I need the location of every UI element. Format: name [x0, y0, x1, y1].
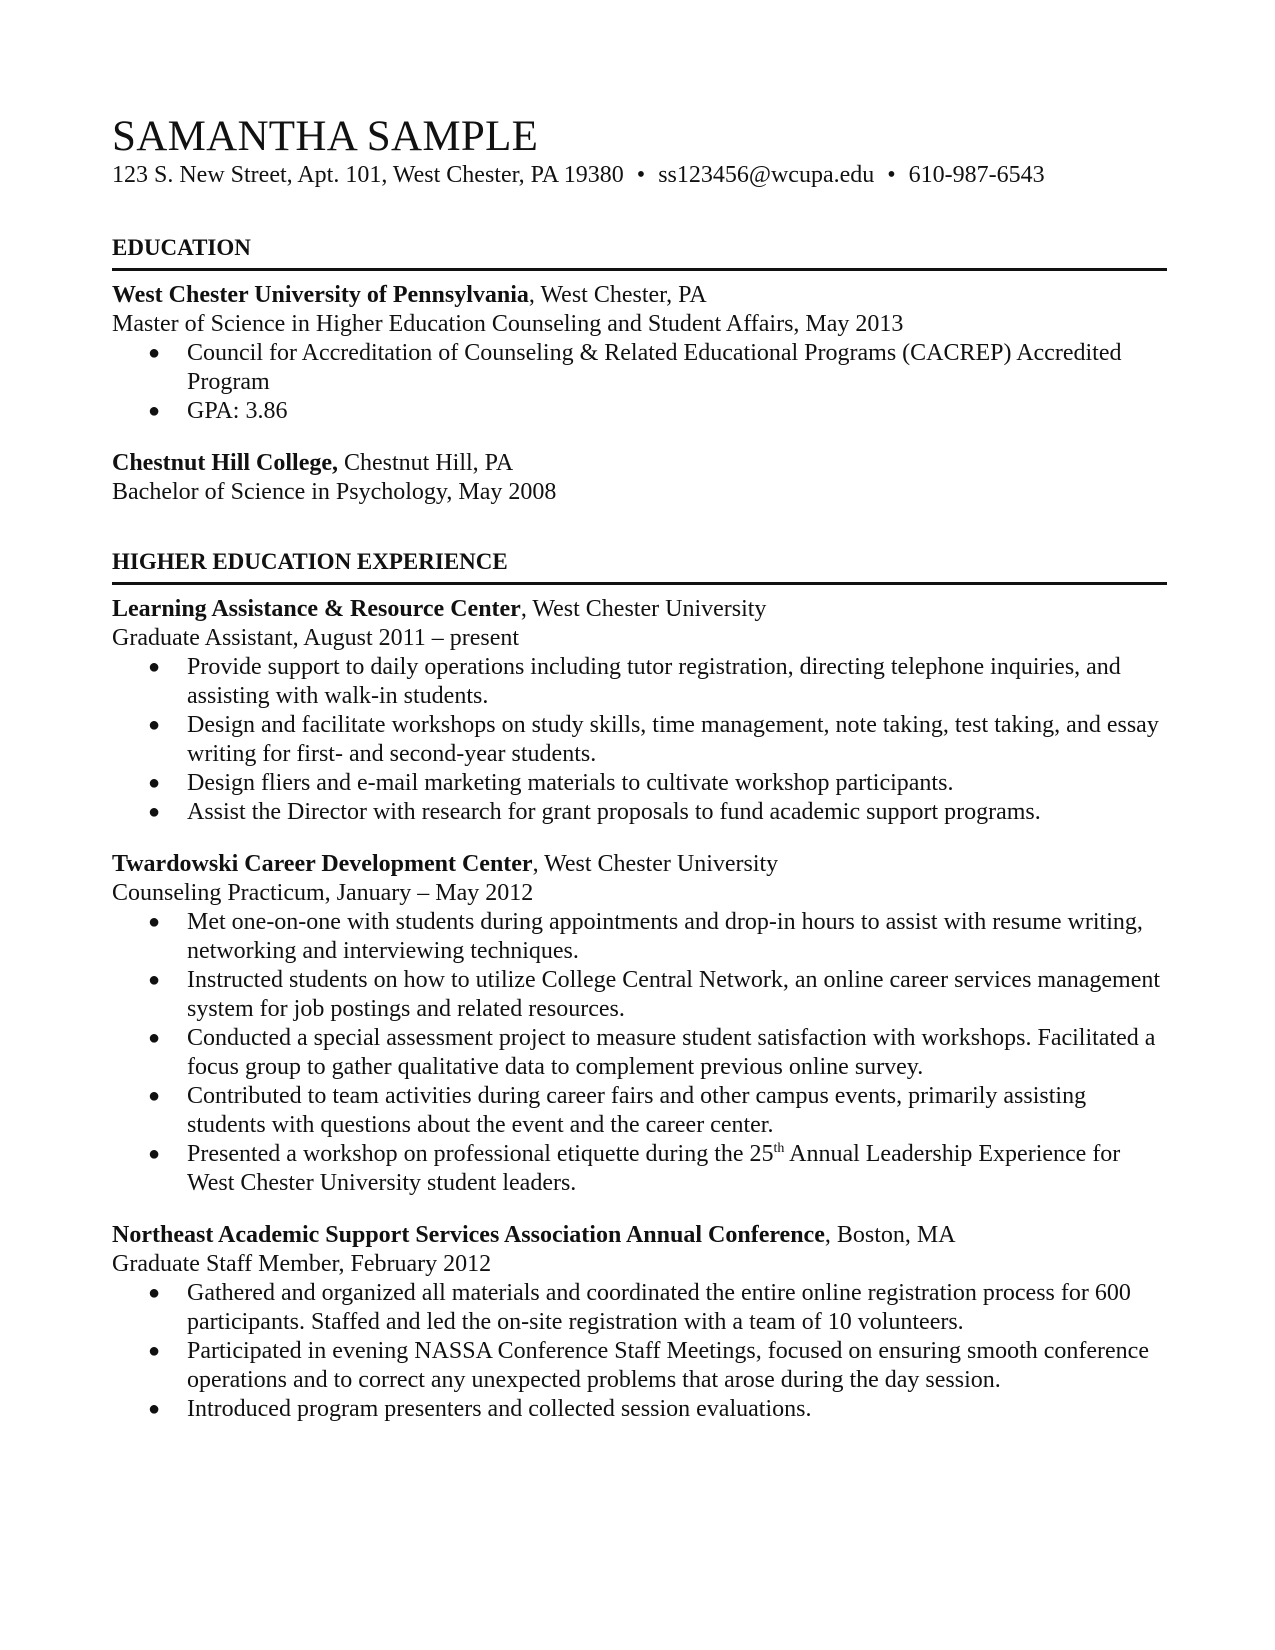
list-item: ● Instructed students on how to utilize College Central Network, an online career services management system for job postings and related resources.: [148, 967, 1161, 1022]
role: Graduate Staff Member, February 2012: [112, 1251, 492, 1277]
list-item: ● Contributed to team activities during career fairs and other campus events, primarily assisting students with questions about the event and the career center.: [148, 1083, 1087, 1138]
bullet-icon: ●: [148, 1398, 161, 1420]
bullet-icon: ●: [148, 714, 161, 736]
list-item: ● Participated in evening NASSA Conference Staff Meetings, focused on ensuring smooth conference operations and to correct any unexpected problems that arose during the day session.: [148, 1338, 1149, 1393]
experience-entry: [112, 595, 1167, 827]
list-item: ● Presented a workshop on professional etiquette during the 25th Annual Leadership Experience for West Chester University student leaders.: [148, 1141, 1121, 1196]
bullet-icon: ●: [148, 1282, 161, 1304]
ordinal-suffix: th: [773, 1141, 785, 1156]
institution-location: Chestnut Hill, PA: [338, 450, 514, 476]
degree: Bachelor of Science in Psychology, May 2008: [112, 479, 557, 505]
list-item: ● Council for Accreditation of Counseling & Related Educational Programs (CACREP) Accredited Program: [148, 340, 1122, 395]
bullet-list: [112, 653, 1167, 827]
education-entry: [112, 281, 1167, 426]
bullet-icon: ●: [148, 772, 161, 794]
experience-section: [112, 548, 1167, 1424]
list-item: ● Introduced program presenters and collected session evaluations.: [148, 1396, 812, 1422]
bullet-icon: ●: [148, 1340, 161, 1362]
list-item: ● Gathered and organized all materials and coordinated the entire online registration process for 600 participants. Staffed and led the on-site registration with a team of 10 volunteers.: [148, 1280, 1131, 1335]
role: Counseling Practicum, January – May 2012: [112, 880, 534, 906]
section-heading: EDUCATION: [112, 234, 1167, 271]
institution-name: West Chester University of Pennsylvania: [112, 282, 529, 308]
phone: 610-987-6543: [908, 162, 1045, 188]
list-item: ● Conducted a special assessment project to measure student satisfaction with workshops. Facilitated a focus group to gather qualitative data to complement previous online survey.: [148, 1025, 1156, 1080]
bullet-icon: ●: [148, 342, 161, 364]
bullet-list: [112, 1279, 1167, 1424]
list-item: ● Design and facilitate workshops on study skills, time management, note taking, test taking, and essay writing for first- and second-year students.: [148, 712, 1159, 767]
bullet-icon: ●: [148, 1085, 161, 1107]
bullet-icon: ●: [148, 801, 161, 823]
bullet-icon: ●: [148, 969, 161, 991]
organization-name: Learning Assistance & Resource Center: [112, 596, 521, 622]
experience-entry: [112, 850, 1167, 1198]
bullet-icon: ●: [148, 1027, 161, 1049]
institution-name: Chestnut Hill College,: [112, 450, 338, 476]
organization-name: Twardowski Career Development Center: [112, 851, 533, 877]
education-entry: [112, 449, 1167, 507]
institution-location: , West Chester, PA: [528, 282, 707, 308]
contact-line: [112, 160, 1045, 190]
organization-location: , West Chester University: [532, 851, 779, 877]
candidate-name: SAMANTHA SAMPLE: [112, 113, 539, 160]
separator-dot: •: [636, 162, 646, 188]
education-section: [112, 234, 1167, 507]
bullet-icon: ●: [148, 656, 161, 678]
list-item: ● Design fliers and e-mail marketing materials to cultivate workshop participants.: [148, 770, 954, 796]
role: Graduate Assistant, August 2011 – present: [112, 625, 520, 651]
organization-location: , Boston, MA: [824, 1222, 956, 1248]
bullet-icon: ●: [148, 1143, 161, 1165]
list-item: ● Assist the Director with research for grant proposals to fund academic support programs.: [148, 799, 1041, 825]
experience-entry: [112, 1221, 1167, 1424]
email: ss123456@wcupa.edu: [658, 162, 875, 188]
degree: Master of Science in Higher Education Counseling and Student Affairs, May 2013: [112, 311, 904, 337]
bullet-icon: ●: [148, 911, 161, 933]
organization-name: Northeast Academic Support Services Association Annual Conference: [112, 1222, 825, 1248]
list-item: ● GPA: 3.86: [148, 398, 288, 424]
section-heading: HIGHER EDUCATION EXPERIENCE: [112, 548, 1167, 585]
separator-dot: •: [887, 162, 896, 188]
list-item: ● Provide support to daily operations including tutor registration, directing telephone inquiries, and assisting with walk-in students.: [148, 654, 1121, 709]
list-item: ● Met one-on-one with students during appointments and drop-in hours to assist with resume writing, networking and interviewing techniques.: [148, 909, 1143, 964]
bullet-icon: ●: [148, 400, 161, 422]
bullet-list: [112, 908, 1167, 1198]
address: 123 S. New Street, Apt. 101, West Chester, PA 19380: [112, 162, 624, 188]
bullet-list: [112, 339, 1167, 426]
organization-location: , West Chester University: [520, 596, 767, 622]
